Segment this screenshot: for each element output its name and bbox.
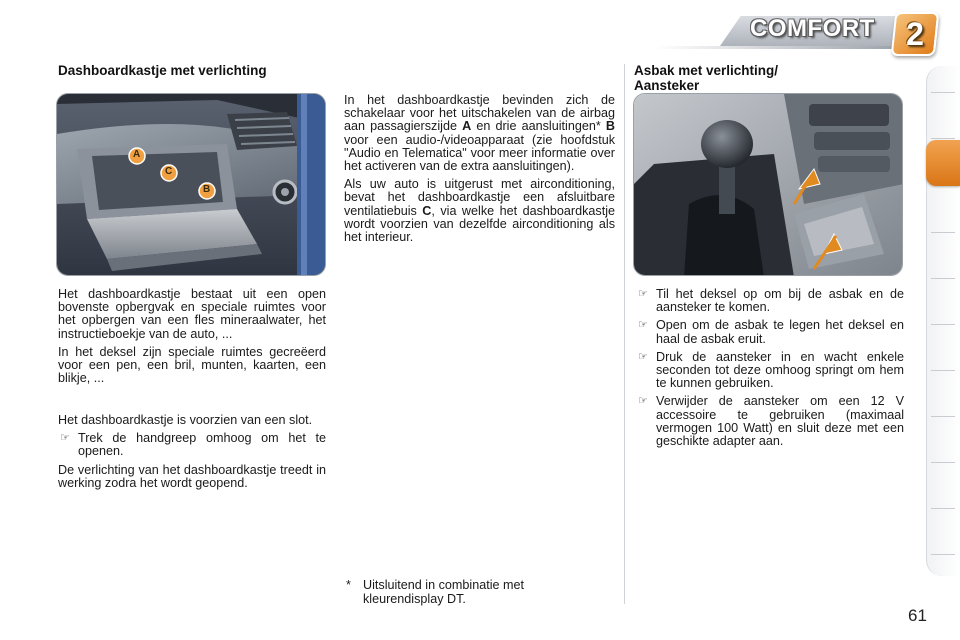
section-title-ashtray: Asbak met verlichting/ Aansteker: [634, 63, 779, 93]
pointing-hand-icon: ☞: [638, 395, 648, 408]
pointing-hand-icon: ☞: [60, 432, 70, 445]
column-divider: [624, 64, 625, 604]
connections-para-1: [344, 94, 615, 173]
callout-b: B: [203, 184, 211, 195]
ashtray-bullet: [636, 288, 904, 314]
pointing-hand-icon: ☞: [638, 288, 648, 300]
side-tab-divider: [931, 232, 955, 233]
label-a: A: [462, 119, 472, 134]
side-tab-divider: [931, 508, 955, 509]
ashtray-bullet-text: Verwijder de aansteker om een 12 V accessoire te gebruiken (maximaal vermogen 100 Watt) en sluit deze met een geschikte adapter aan.: [656, 394, 904, 449]
footnote-text: Uitsluitend in combinatie met kleurendisplay DT.: [363, 578, 524, 606]
glovebox-para-4: De verlichting van het dashboardkastje treedt in werking zodra het wordt geopend.: [58, 462, 326, 490]
glovebox-para-2: In het deksel zijn speciale ruimtes gecreëerd voor een pen, een bril, munten, kaarten, een blikje, ...: [58, 344, 326, 386]
side-tab-divider: [931, 92, 955, 93]
ashtray-bullet: [636, 319, 904, 345]
side-tab-divider: [931, 138, 955, 139]
side-tab-divider: [931, 554, 955, 555]
side-tab-divider: [931, 462, 955, 463]
glovebox-bullet: [58, 432, 326, 458]
footnote-marker: *: [346, 578, 351, 592]
connections-text-2: en drie aansluitingen*: [471, 119, 606, 134]
ashtray-illustration: [633, 93, 903, 276]
pointing-hand-icon: ☞: [638, 319, 648, 332]
page-number: 61: [908, 606, 927, 625]
ashtray-bullet: [636, 351, 904, 391]
glovebox-lock-description: [58, 414, 326, 495]
side-tab-divider: [931, 416, 955, 417]
header-stripe: [655, 46, 905, 49]
glovebox-drawing: [57, 94, 326, 276]
side-tab-active-chapter: [926, 140, 960, 186]
pointing-hand-icon: ☞: [638, 350, 648, 363]
glovebox-illustration: [56, 93, 326, 276]
ashtray-drawing: [634, 94, 903, 276]
glovebox-description: [58, 288, 326, 390]
connections-text-1: In het dashboardkastje bevinden zich de schakelaar voor het uitschakelen van de airbag aan passagierszijde: [344, 93, 615, 134]
chapter-title: COMFORT: [750, 15, 875, 42]
side-tab-divider: [931, 370, 955, 371]
ashtray-instructions: [636, 288, 904, 453]
ashtray-bullet-text: Open om de asbak te legen het deksel en haal de asbak eruit.: [656, 318, 904, 346]
side-tab-divider: [931, 324, 955, 325]
chapter-badge: [891, 12, 940, 56]
ashtray-bullet-text: Til het deksel op om bij de asbak en de aansteker te komen.: [656, 287, 904, 315]
connections-para-2: [344, 178, 615, 244]
glovebox-para-1: Het dashboardkastje bestaat uit een open bovenste opbergvak en speciale ruimtes voor het opbergen van een fles mineraalwater, het instructieboekje van de auto, ...: [58, 287, 326, 341]
ventilation-text-2: , via welke het dashboardkastje wordt voorzien van dezelfde airconditioning als het interieur.: [344, 203, 615, 245]
glovebox-bullet-text: Trek de handgreep omhoog om het te openen.: [78, 431, 326, 459]
connections-text-3: voor een audio-/videoapparaat (zie hoofdstuk "Audio en Telematica" voor meer informatie over het activeren van de extra aansluitingen).: [344, 132, 615, 174]
footnote: [346, 578, 586, 606]
chapter-header: [0, 0, 960, 60]
ashtray-bullet: [636, 395, 904, 448]
section-title-glovebox: Dashboardkastje met verlichting: [58, 63, 267, 78]
chapter-number: 2: [906, 16, 924, 52]
side-tab-divider: [931, 278, 955, 279]
label-c: C: [422, 203, 432, 218]
label-b: B: [605, 119, 615, 134]
connections-description: [344, 94, 615, 249]
ventilation-text-1: Als uw auto is uitgerust met airconditioning, bevat het dashboardkastje een afsluitbare ventilatiebuis: [344, 177, 615, 218]
ashtray-bullet-text: Druk de aansteker in en wacht enkele seconden tot deze omhoog springt om hem te kunnen gebruiken.: [656, 349, 904, 391]
callout-a: A: [133, 149, 141, 160]
glovebox-para-3: Het dashboardkastje is voorzien van een slot.: [58, 413, 313, 427]
callout-c: C: [165, 166, 173, 177]
